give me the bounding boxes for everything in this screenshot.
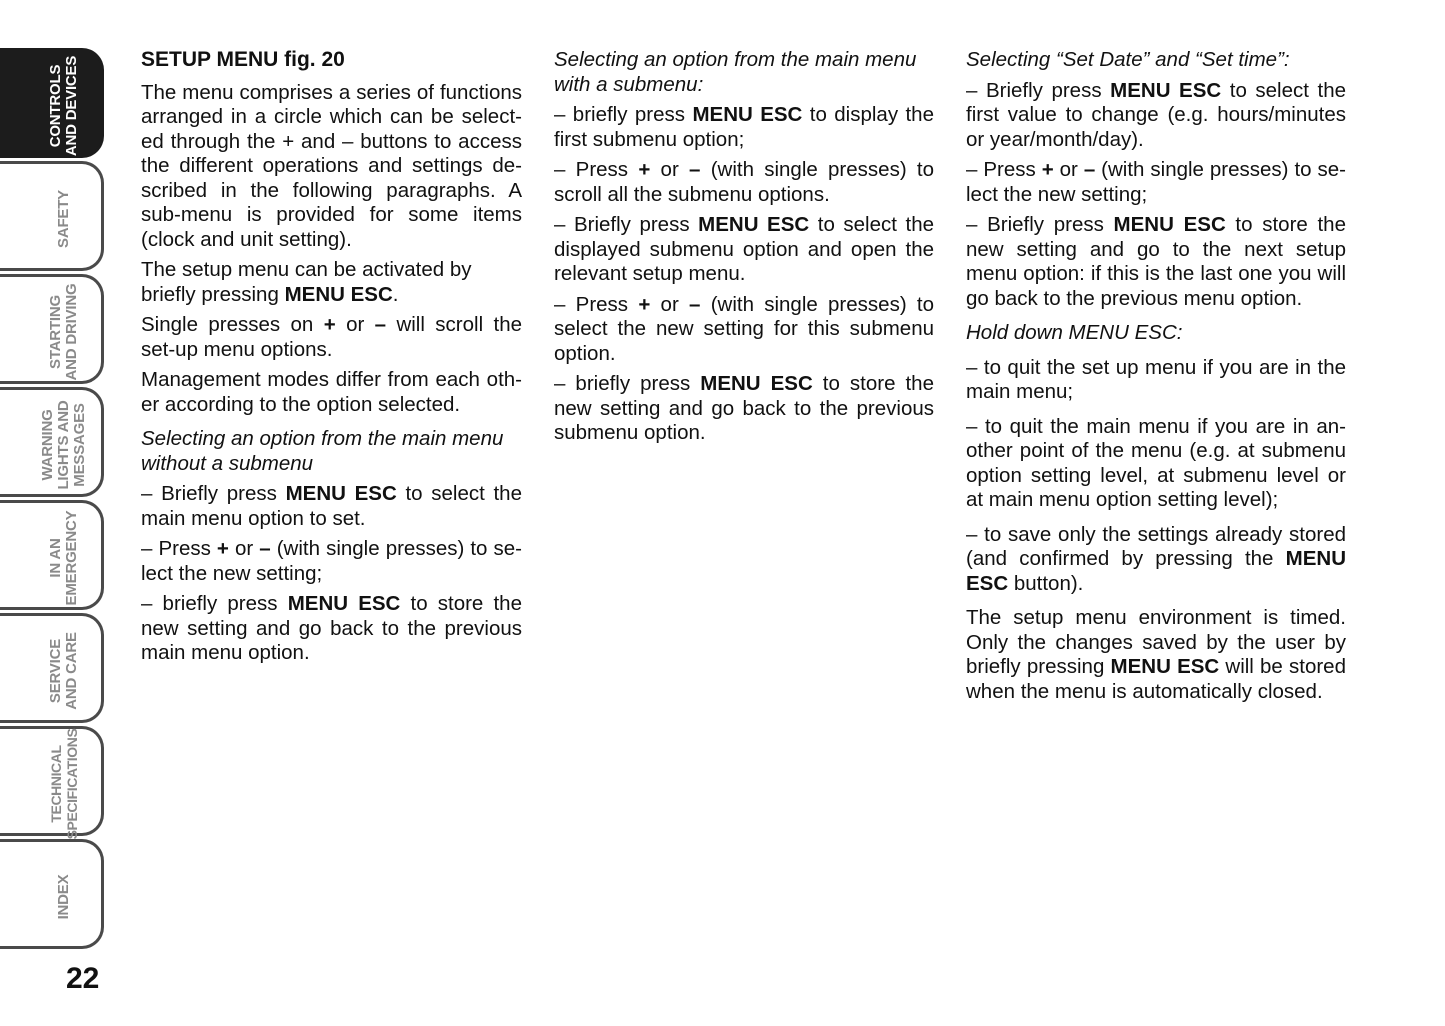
text: or xyxy=(650,158,690,181)
tab-label xyxy=(56,190,72,248)
text: (with single presses) to scroll all the submenu options. xyxy=(554,158,934,206)
text: to store the new setting and go back to the previous submenu option. xyxy=(554,372,934,444)
step xyxy=(966,79,1346,153)
paragraph: Management modes differ from each oth-er according to the option selected. xyxy=(141,368,522,416)
tab-safety[interactable] xyxy=(0,161,104,271)
text: The setup menu can be activated by briefly pressing xyxy=(141,258,472,306)
tab-label xyxy=(48,284,80,381)
tab-label-line: AND DRIVING xyxy=(63,283,80,381)
paragraph xyxy=(141,313,522,362)
tab-label-line: STARTING xyxy=(47,295,64,369)
tab-warning-lights-and-messages[interactable] xyxy=(0,387,104,497)
text: – Press xyxy=(554,158,639,181)
tab-label-line: INDEX xyxy=(55,874,72,920)
minus-symbol: – xyxy=(1083,158,1096,181)
plus-symbol: + xyxy=(1041,158,1054,181)
text: – briefly press xyxy=(141,592,288,615)
minus-symbol: – xyxy=(689,158,701,181)
text: or xyxy=(335,313,375,336)
text: to select the first value to change (e.g. hours/minutes or year/month/day). xyxy=(966,78,1346,151)
tab-label-line: SAFETY xyxy=(55,190,72,248)
tab-technical-specifications[interactable] xyxy=(0,726,104,840)
subheading: Selecting “Set Date” and “Set time”: xyxy=(966,48,1290,71)
text: or xyxy=(650,292,690,316)
text: to store the new setting and go to the next setup menu option: if this is the last one you will go back to the previous menu option. xyxy=(966,213,1346,310)
text: or xyxy=(228,537,260,560)
tab-label-line: TECHNICAL xyxy=(48,745,64,823)
text: – Briefly press xyxy=(966,213,1114,236)
text: – briefly press xyxy=(554,372,701,395)
menu-esc-label: MENU ESC xyxy=(284,282,393,306)
text: – briefly press xyxy=(554,103,693,126)
step xyxy=(554,103,934,152)
tab-index[interactable] xyxy=(0,839,104,949)
step xyxy=(554,158,934,207)
text: – Press xyxy=(554,292,639,316)
tab-controls-and-devices[interactable] xyxy=(0,48,104,158)
menu-esc-label: MENU ESC xyxy=(700,372,813,395)
text: – Briefly press xyxy=(966,78,1111,102)
step xyxy=(966,158,1346,207)
text: – Briefly press xyxy=(141,482,286,505)
tab-label-line: SPECIFICATIONS xyxy=(64,728,80,840)
minus-symbol: – xyxy=(259,537,271,560)
minus-symbol: – xyxy=(689,292,701,316)
page-number: 22 xyxy=(66,962,100,995)
plus-symbol: + xyxy=(638,158,651,181)
tab-label xyxy=(48,56,80,156)
menu-esc-label: MENU ESC xyxy=(285,482,397,505)
subheading: Hold down MENU ESC: xyxy=(966,321,1183,344)
menu-esc-label: MENU ESC xyxy=(698,213,810,236)
subheading: Selecting an option from the main menu without a submenu xyxy=(141,427,504,475)
text: will be stored when the menu is automatically closed. xyxy=(966,655,1346,703)
tab-label-line: LIGHTS AND xyxy=(55,400,72,490)
text: button). xyxy=(1008,571,1084,595)
plus-symbol: + xyxy=(323,313,336,336)
step xyxy=(141,482,522,531)
step xyxy=(141,537,522,586)
step xyxy=(554,372,934,446)
step: – to quit the main menu if you are in an-other point of the menu (e.g. at submenu option setting level, at submenu level or at main menu option setting level); xyxy=(966,414,1346,511)
tab-label xyxy=(48,729,80,840)
tab-label xyxy=(48,632,80,710)
plus-symbol: + xyxy=(638,292,651,316)
text: (with single presses) to se-lect the new setting; xyxy=(966,158,1346,206)
plus-symbol: + xyxy=(216,537,229,560)
text: Single presses on xyxy=(141,313,324,336)
column-1 xyxy=(141,48,522,672)
text: to store the new setting and go back to the previous main menu option. xyxy=(141,592,522,664)
text: (with single presses) to se-lect the new setting; xyxy=(141,537,522,585)
tab-label xyxy=(40,400,88,489)
text: (with single presses) to select the new setting for this submenu option. xyxy=(554,292,934,365)
text: – Briefly press xyxy=(554,213,699,236)
step xyxy=(966,213,1346,311)
tab-label-line: WARNING xyxy=(39,409,56,481)
step xyxy=(966,523,1346,597)
text: to select the displayed submenu option and open the relevant setup menu. xyxy=(554,213,934,285)
tab-starting-and-driving[interactable] xyxy=(0,274,104,384)
column-3 xyxy=(966,48,1346,710)
paragraph xyxy=(966,606,1346,704)
tab-service-and-care[interactable] xyxy=(0,613,104,723)
step xyxy=(554,213,934,287)
menu-esc-label: MENU ESC xyxy=(1110,655,1220,678)
text: The setup menu environment is timed. Only the changes saved by the user by briefly pressing xyxy=(966,606,1346,678)
text: to select the main menu option to set. xyxy=(141,482,522,530)
step xyxy=(141,592,522,666)
menu-esc-label: MENU ESC xyxy=(692,103,803,126)
paragraph: The menu comprises a series of functions arranged in a circle which can be select-ed through the + and – buttons to access the different operations and settings de-scribed in the following paragraphs. A sub-menu is provided for some items (clock and unit setting). xyxy=(141,80,522,251)
tab-label-line: AND DEVICES xyxy=(63,55,80,157)
subheading: Selecting an option from the main menu with a submenu: xyxy=(554,48,917,96)
tab-label xyxy=(56,875,72,920)
step xyxy=(554,293,934,367)
text: – Press xyxy=(141,537,217,560)
tab-in-an-emergency[interactable] xyxy=(0,500,104,610)
text: to display the first submenu option; xyxy=(554,103,934,151)
step: – to quit the set up menu if you are in the main menu; xyxy=(966,355,1346,403)
column-2 xyxy=(554,48,934,452)
tab-label-line: IN AN xyxy=(47,538,64,578)
menu-esc-label: MENU ESC xyxy=(966,547,1346,595)
tab-label-line: SERVICE xyxy=(47,638,64,704)
paragraph xyxy=(141,258,522,307)
tab-label-line: MESSAGES xyxy=(71,403,88,487)
tab-label-line: EMERGENCY xyxy=(63,510,80,606)
menu-esc-label: MENU ESC xyxy=(1110,78,1222,102)
minus-symbol: – xyxy=(374,313,387,336)
text: – Press xyxy=(966,158,1042,181)
text: . xyxy=(392,282,399,306)
text: will scroll the set-up menu options. xyxy=(141,313,523,361)
tab-label xyxy=(48,511,80,606)
text: – to save only the settings already stored (and confirmed by pressing the xyxy=(966,522,1346,570)
menu-esc-label: MENU ESC xyxy=(287,592,401,615)
menu-esc-label: MENU ESC xyxy=(1113,213,1226,236)
text: or xyxy=(1053,158,1084,181)
section-heading: SETUP MENU fig. 20 xyxy=(141,48,345,71)
tab-label-line: CONTROLS xyxy=(47,64,64,148)
tab-label-line: AND CARE xyxy=(63,632,80,710)
